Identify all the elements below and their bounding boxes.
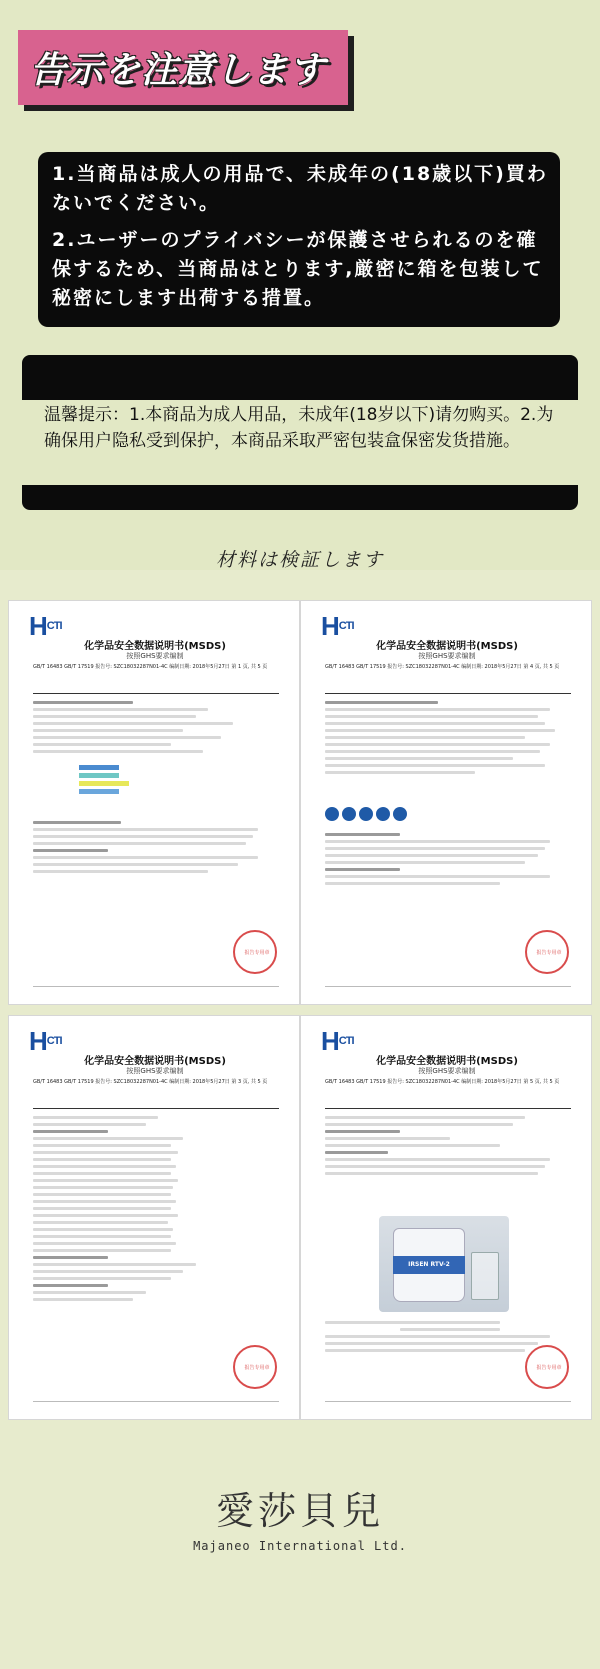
hct-logo: HCTI (29, 1026, 62, 1056)
msds-document-3 (8, 1015, 300, 1420)
doc-title: 化学品安全数据说明书(MSDS) (84, 641, 226, 652)
doc-meta: GB/T 16483 GB/T 17519 报告号: SZC18032287N01-4C 编制日期: 2018年5月27日 第 1 页, 共 5 页 (33, 664, 268, 670)
divider (325, 1108, 571, 1109)
doc-body-2 (33, 821, 283, 877)
doc-title: 化学品安全数据说明书(MSDS) (376, 641, 518, 652)
hct-logo: HCTI (321, 611, 354, 641)
banner-title: 告示を注意します (30, 50, 327, 91)
brand-block (0, 1480, 600, 1553)
notice-jp-line-1: 1.当商品は成人の用品で、未成年の(18歳以下)買わないでください。 (52, 163, 548, 214)
warning-banner (18, 30, 348, 105)
msds-document-1 (8, 600, 300, 1005)
divider (325, 693, 571, 694)
doc-subtitle: 按照GHS要求编制 (418, 1067, 476, 1075)
brand-name-cn: 愛莎貝兒 (215, 1489, 384, 1533)
doc-title: 化学品安全数据说明书(MSDS) (84, 1056, 226, 1067)
notice-cn-text: 温馨提示：1.本商品为成人用品，未成年(18岁以下)请勿购买。2.为确保用户隐私受到保护，本商品采取严密包装盒保密发货措施。 (44, 405, 554, 451)
notice-cn-inner (22, 400, 578, 485)
hct-logo: HCTI (321, 1026, 354, 1056)
product-label: IRSEN RTV-2 (393, 1256, 465, 1274)
doc-footer (325, 986, 571, 990)
notice-japanese-panel (38, 152, 560, 327)
msds-document-2 (300, 600, 592, 1005)
doc-footer (33, 986, 279, 990)
doc-meta: GB/T 16483 GB/T 17519 报告号: SZC18032287N01-4C 编制日期: 2018年5月27日 第 5 页, 共 5 页 (325, 1079, 560, 1085)
red-stamp: 报告专用章 (233, 930, 277, 974)
hazard-bars (79, 765, 129, 797)
product-photo (379, 1216, 509, 1312)
beaker (471, 1252, 499, 1300)
doc-subtitle: 按照GHS要求编制 (126, 652, 184, 660)
doc-footer (325, 1401, 571, 1405)
red-stamp: 报告专用章 (525, 1345, 569, 1389)
ppe-icons (325, 807, 407, 821)
red-stamp: 报告专用章 (233, 1345, 277, 1389)
doc-meta: GB/T 16483 GB/T 17519 报告号: SZC18032287N01-4C 编制日期: 2018年5月27日 第 4 页, 共 5 页 (325, 664, 560, 670)
doc-body (325, 1116, 575, 1179)
doc-body-2 (325, 833, 575, 889)
materials-heading: 材料は検証します (215, 549, 384, 571)
brand-name-en: Majaneo International Ltd. (193, 1539, 407, 1553)
doc-subtitle: 按照GHS要求编制 (126, 1067, 184, 1075)
doc-meta: GB/T 16483 GB/T 17519 报告号: SZC18032287N01-4C 编制日期: 2018年5月27日 第 3 页, 共 5 页 (33, 1079, 268, 1085)
doc-body (33, 1116, 283, 1305)
doc-title: 化学品安全数据说明书(MSDS) (376, 1056, 518, 1067)
doc-body (33, 701, 283, 757)
divider (33, 1108, 279, 1109)
doc-footer (33, 1401, 279, 1405)
red-stamp: 报告专用章 (525, 930, 569, 974)
doc-body (325, 701, 575, 778)
hct-logo: HCTI (29, 611, 62, 641)
notice-jp-line-2: 2.ユーザーのプライバシーが保護させられるのを確保するため、当商品はとります,厳密に箱を包装して秘密にします出荷する措置。 (52, 229, 544, 309)
divider (33, 693, 279, 694)
notice-chinese-panel (22, 355, 578, 510)
doc-subtitle: 按照GHS要求编制 (418, 652, 476, 660)
msds-document-4 (300, 1015, 592, 1420)
